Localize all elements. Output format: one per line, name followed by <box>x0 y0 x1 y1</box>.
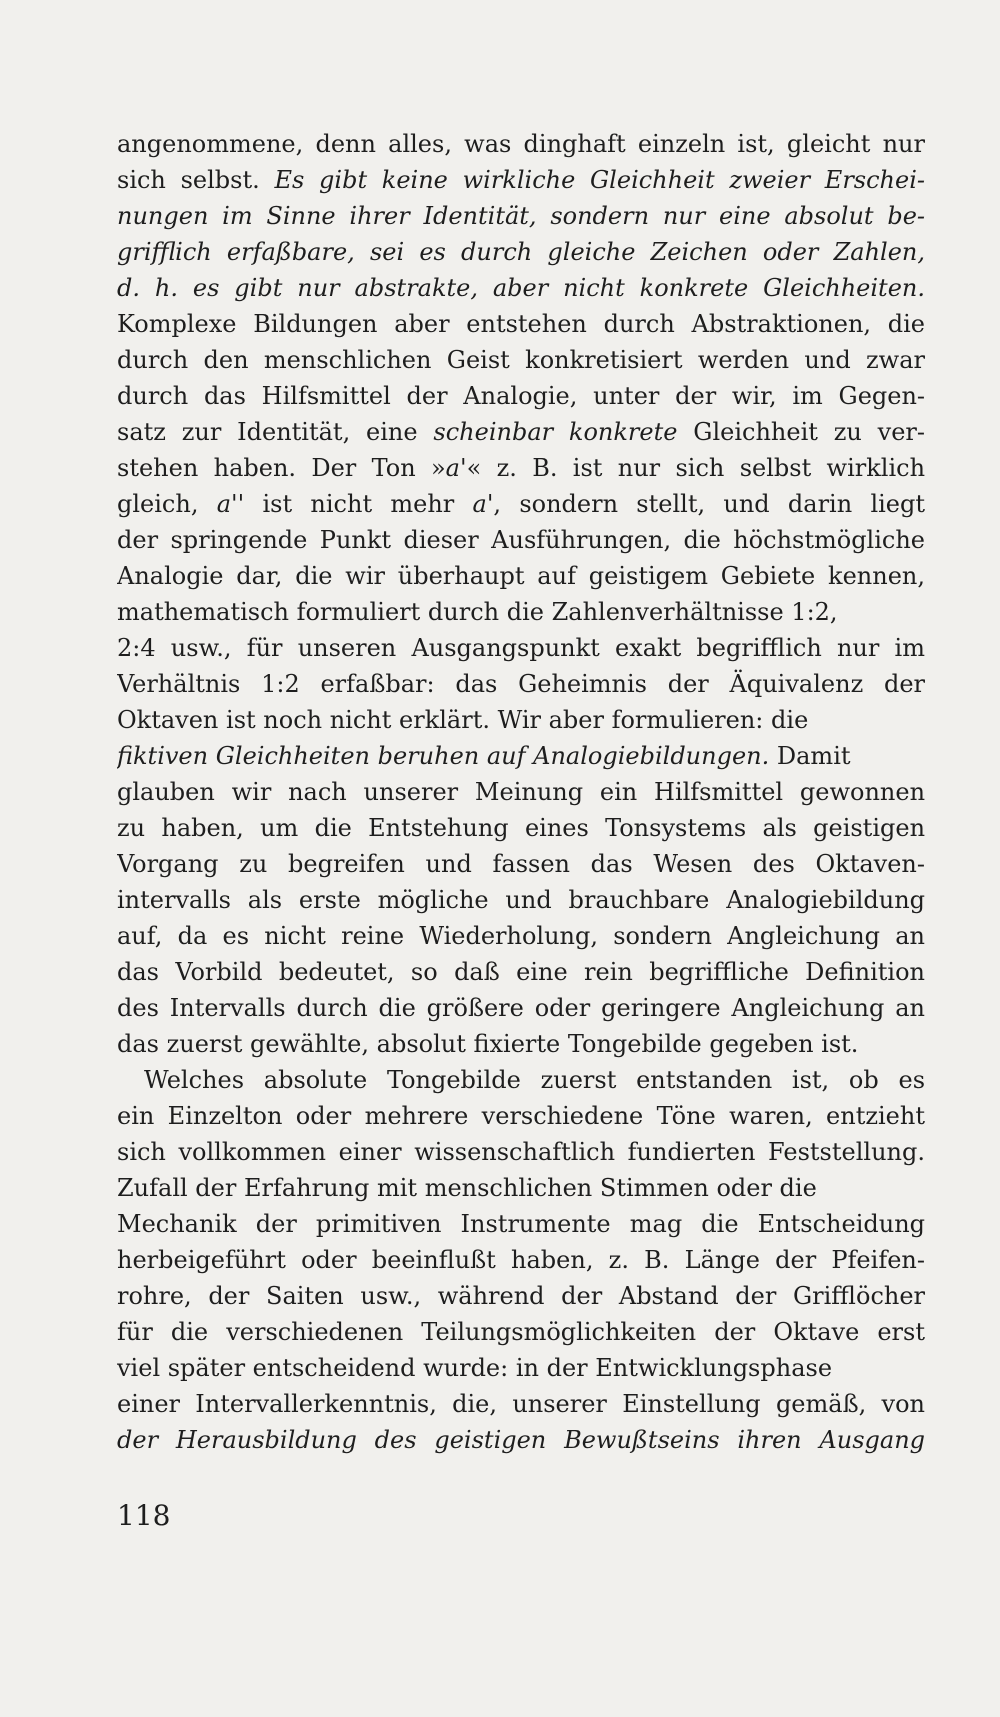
text-line <box>117 126 925 162</box>
text-segment: durch den menschlichen Geist konkretisiert werden und zwar <box>117 346 925 374</box>
text-line <box>117 198 925 234</box>
text-segment: mathematisch formuliert durch die Zahlenverhältnisse 1:2, <box>117 598 838 626</box>
text-line <box>117 342 925 378</box>
text-segment: das Vorbild bedeutet, so daß eine rein begriffliche Definition <box>117 958 925 986</box>
text-segment: ein Einzelton oder mehrere verschiedene Töne waren, entzieht <box>117 1102 925 1130</box>
text-line <box>117 414 925 450</box>
text-line <box>117 1314 925 1350</box>
body-text <box>117 126 925 1458</box>
text-line <box>117 882 925 918</box>
text-line <box>117 450 925 486</box>
text-segment: des Intervalls durch die größere oder geringere Angleichung an <box>117 994 925 1022</box>
italic-text: a'' <box>216 490 245 518</box>
text-line <box>117 378 925 414</box>
italic-text: a' <box>445 454 467 482</box>
text-line <box>117 1386 925 1422</box>
italic-text: grifflich erfaßbare, sei es durch gleiche Zeichen oder Zahlen, <box>117 238 925 266</box>
text-line <box>117 954 925 990</box>
text-segment: angenommene, denn alles, was dinghaft einzeln ist, gleicht nur <box>117 130 925 158</box>
text-line <box>117 1242 925 1278</box>
italic-text: Es gibt keine wirkliche Gleichheit zweier Erschei- <box>274 166 925 194</box>
text-segment: sich vollkommen einer wissenschaftlich fundierten Feststellung. <box>117 1138 925 1166</box>
italic-text: der Herausbildung des geistigen Bewußtseins ihren Ausgang <box>117 1426 925 1454</box>
text-line <box>117 1026 925 1062</box>
italic-text: a' <box>472 490 494 518</box>
text-line <box>117 306 925 342</box>
text-segment: Zufall der Erfahrung mit menschlichen Stimmen oder die <box>117 1174 817 1202</box>
text-segment: viel später entscheidend wurde: in der Entwicklungsphase <box>117 1354 833 1382</box>
page-number: 118 <box>117 1499 171 1532</box>
italic-text: scheinbar konkrete <box>433 418 678 446</box>
text-line <box>117 1062 925 1098</box>
italic-text: d. h. es gibt nur abstrakte, aber nicht konkrete Gleichheiten. <box>117 274 925 302</box>
text-segment: sich selbst. <box>117 166 275 194</box>
text-segment: Komplexe Bildungen aber entstehen durch Abstraktionen, die <box>117 310 925 338</box>
text-line <box>117 594 925 630</box>
text-segment: Vorgang zu begreifen und fassen das Wesen des Oktaven- <box>117 850 925 878</box>
text-segment: das zuerst gewählte, absolut fixierte Tongebilde gegeben ist. <box>117 1030 859 1058</box>
text-line <box>117 270 925 306</box>
text-line <box>117 1422 925 1458</box>
text-segment: intervalls als erste mögliche und brauchbare Analogiebildung <box>117 886 925 914</box>
text-line <box>117 918 925 954</box>
text-line <box>117 1170 925 1206</box>
italic-text: fiktiven Gleichheiten beruhen auf Analogiebildungen. <box>117 742 770 770</box>
text-line <box>117 1278 925 1314</box>
text-segment: herbeigeführt oder beeinflußt haben, z. B. Länge der Pfeifen- <box>117 1246 925 1274</box>
text-segment: Gleichheit zu ver- <box>677 418 925 446</box>
text-segment: rohre, der Saiten usw., während der Abstand der Grifflöcher <box>117 1282 925 1310</box>
text-segment: ist nicht mehr <box>244 490 473 518</box>
text-line <box>117 486 925 522</box>
text-segment: der springende Punkt dieser Ausführungen, die höchstmögliche <box>117 526 925 554</box>
text-segment: stehen haben. Der Ton » <box>117 454 446 482</box>
text-line <box>117 1350 925 1386</box>
text-line <box>117 774 925 810</box>
text-segment: satz zur Identität, eine <box>117 418 434 446</box>
text-line <box>117 846 925 882</box>
text-segment: Damit <box>769 742 851 770</box>
italic-text: nungen im Sinne ihrer Identität, sondern nur eine absolut be- <box>117 202 925 230</box>
text-segment: auf, da es nicht reine Wiederholung, sondern Angleichung an <box>117 922 925 950</box>
text-line <box>117 702 925 738</box>
text-line <box>117 234 925 270</box>
text-line <box>117 1134 925 1170</box>
text-segment: « z. B. ist nur sich selbst wirklich <box>466 454 925 482</box>
text-segment: zu haben, um die Entstehung eines Tonsystems als geistigen <box>117 814 925 842</box>
text-segment: durch das Hilfsmittel der Analogie, unter der wir, im Gegen- <box>117 382 925 410</box>
text-line <box>117 630 925 666</box>
text-segment: gleich, <box>117 490 217 518</box>
text-segment: für die verschiedenen Teilungsmöglichkeiten der Oktave erst <box>117 1318 925 1346</box>
text-segment: Oktaven ist noch nicht erklärt. Wir aber formulieren: die <box>117 706 809 734</box>
text-segment: Mechanik der primitiven Instrumente mag die Entscheidung <box>117 1210 925 1238</box>
text-segment: Welches absolute Tongebilde zuerst entstanden ist, ob es <box>144 1066 925 1094</box>
text-line <box>117 1206 925 1242</box>
text-line <box>117 990 925 1026</box>
text-line <box>117 738 925 774</box>
text-segment: glauben wir nach unserer Meinung ein Hilfsmittel gewonnen <box>117 778 925 806</box>
text-line <box>117 162 925 198</box>
text-segment: Analogie dar, die wir überhaupt auf geistigem Gebiete kennen, <box>117 562 925 590</box>
text-line <box>117 810 925 846</box>
text-segment: Verhältnis 1:2 erfaßbar: das Geheimnis der Äquivalenz der <box>117 670 925 698</box>
text-line <box>117 558 925 594</box>
text-line <box>117 522 925 558</box>
text-segment: , sondern stellt, und darin liegt <box>493 490 925 518</box>
text-line <box>117 666 925 702</box>
text-line <box>117 1098 925 1134</box>
text-segment: einer Intervallerkenntnis, die, unserer Einstellung gemäß, von <box>117 1390 925 1418</box>
text-segment: 2:4 usw., für unseren Ausgangspunkt exakt begrifflich nur im <box>117 634 925 662</box>
